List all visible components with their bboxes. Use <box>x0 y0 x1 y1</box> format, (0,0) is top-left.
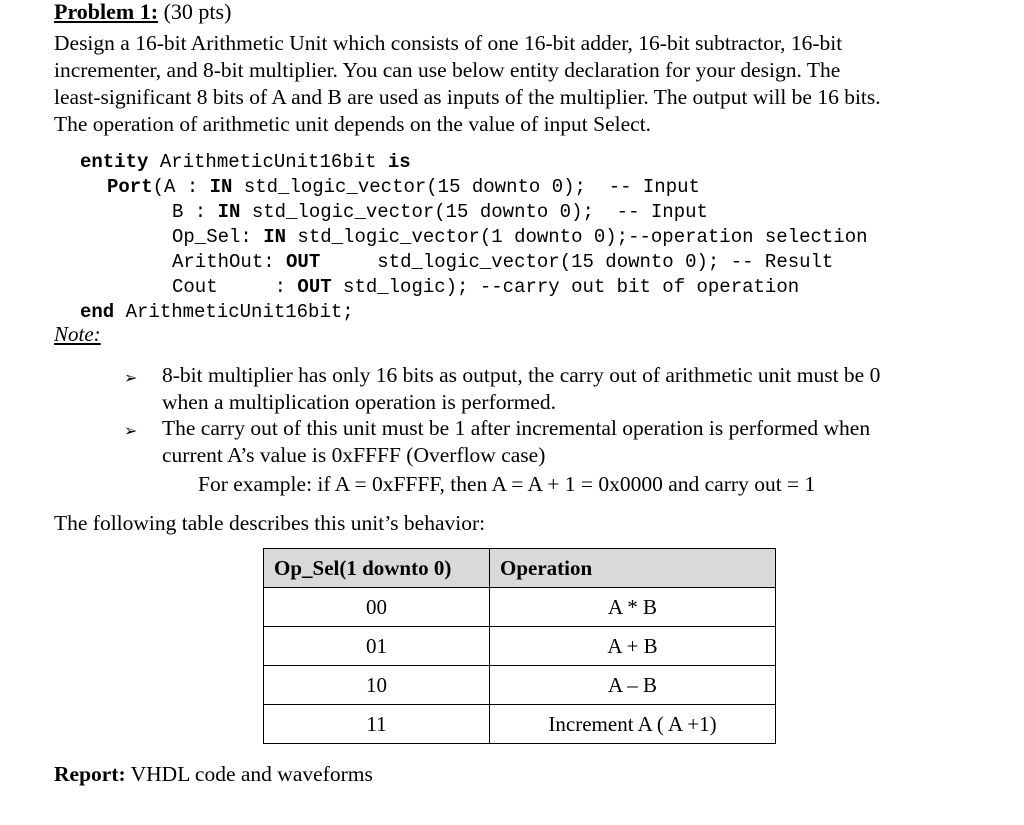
table-header-row <box>264 549 776 588</box>
code-line-op-sel: Op_Sel: IN std_logic_vector(1 downto 0);--operation selection <box>172 226 868 248</box>
intro-paragraph <box>54 30 1014 138</box>
arrow-bullet-icon: ➢ <box>124 423 138 440</box>
code-line-entity: entity ArithmeticUnit16bit is <box>80 151 411 173</box>
operation-cell: A + B <box>490 627 776 666</box>
note-line: current A’s value is 0xFFFF (Overflow case) <box>162 443 546 467</box>
note-item <box>162 415 870 469</box>
note-item <box>162 362 880 416</box>
report-label: Report: <box>54 762 126 786</box>
op-sel-cell: 10 <box>264 666 490 705</box>
operation-cell: A – B <box>490 666 776 705</box>
note-line: 8-bit multiplier has only 16 bits as output, the carry out of arithmetic unit must be 0 <box>162 363 881 387</box>
problem-points: (30 pts) <box>163 0 232 24</box>
op-sel-cell: 01 <box>264 627 490 666</box>
code-line-arithout: ArithOut: OUT std_logic_vector(15 downto 0); -- Result <box>172 251 834 273</box>
operation-cell: Increment A ( A +1) <box>490 705 776 744</box>
note-line: The carry out of this unit must be 1 after incremental operation is performed when <box>162 416 871 440</box>
problem-title <box>54 0 231 24</box>
intro-line: Design a 16-bit Arithmetic Unit which consists of one 16-bit adder, 16-bit subtractor, 16-bit <box>54 31 843 55</box>
table-row <box>264 588 776 627</box>
report-text: VHDL code and waveforms <box>125 762 373 786</box>
op-sel-cell: 11 <box>264 705 490 744</box>
note-line: when a multiplication operation is performed. <box>162 390 557 414</box>
code-line-end: end ArithmeticUnit16bit; <box>80 301 354 323</box>
arrow-bullet-icon: ➢ <box>124 370 138 387</box>
code-line-port-b: B : IN std_logic_vector(15 downto 0); -- Input <box>172 201 708 223</box>
report-line <box>54 762 373 787</box>
table-row <box>264 666 776 705</box>
table-row <box>264 705 776 744</box>
code-line-cout: Cout : OUT std_logic); --carry out bit of operation <box>172 276 800 298</box>
intro-line: The operation of arithmetic unit depends on the value of input Select. <box>54 112 652 136</box>
operation-table <box>263 548 776 744</box>
op-sel-cell: 00 <box>264 588 490 627</box>
overflow-example: For example: if A = 0xFFFF, then A = A + 1 = 0x0000 and carry out = 1 <box>198 472 816 496</box>
intro-line: least-significant 8 bits of A and B are used as inputs of the multiplier. The output will be 16 bits. <box>54 85 881 109</box>
note-label: Note: <box>54 322 101 346</box>
intro-line: incrementer, and 8-bit multiplier. You can use below entity declaration for your design. The <box>54 58 841 82</box>
header-operation: Operation <box>490 549 776 588</box>
problem-heading: Problem 1: <box>54 0 159 24</box>
header-op-sel: Op_Sel(1 downto 0) <box>264 549 490 588</box>
table-row <box>264 627 776 666</box>
code-line-port-a: Port(A : IN std_logic_vector(15 downto 0); -- Input <box>107 176 700 198</box>
table-intro: The following table describes this unit’s behavior: <box>54 511 486 535</box>
operation-cell: A * B <box>490 588 776 627</box>
